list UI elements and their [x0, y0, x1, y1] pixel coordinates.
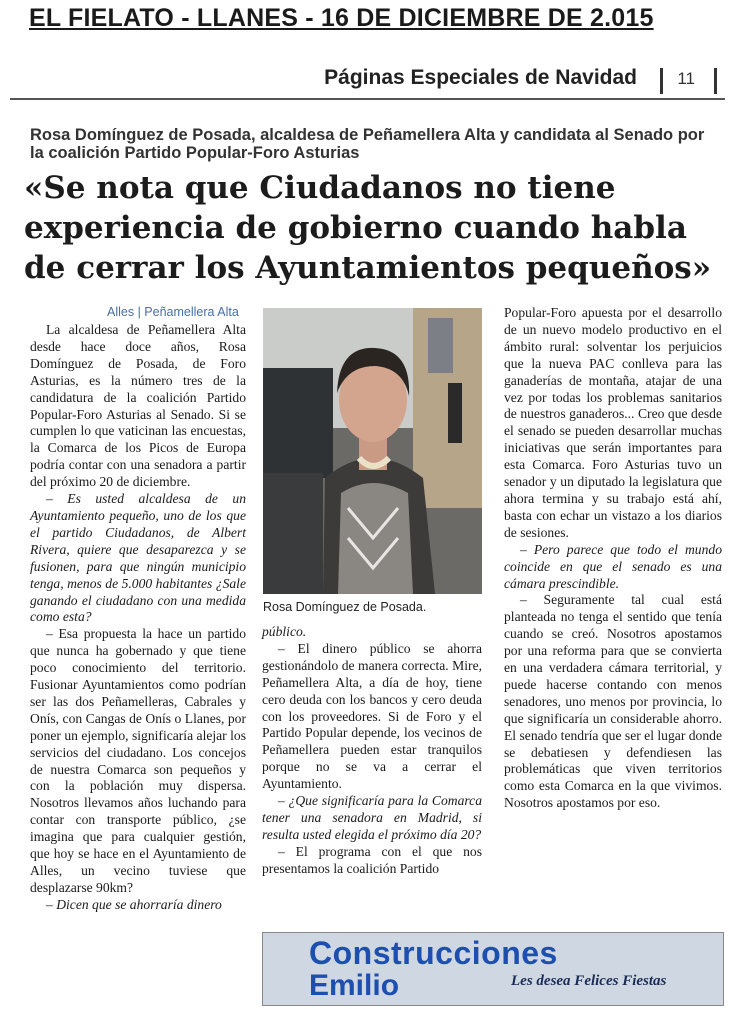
question: – Pero parece que todo el mundo coincide en que el senado es una cámara prescindible.: [504, 541, 722, 591]
ad-company-name: Construcciones: [309, 935, 558, 971]
ad-greeting: Les desea Felices Fiestas: [511, 973, 667, 989]
masthead: EL FIELATO - LLANES - 16 DE DICIEMBRE DE 2.015: [29, 4, 654, 32]
answer: – Esa propuesta la hace un partido que nunca ha gobernado y que tiene poco conocimiento del territorio. Fusionar Ayuntamientos como podrían ser las dos Peñamelleras, Cabrales y Onís, con Cangas de Onís o Llanes, por poner un ejemplo, significaría alejar los servicios del ciudadano. Los concejos de nuestra Comarca son pequeños y con la población muy dispersa. Nosotros llevamos años luchando para contar con transporte público, ¿se imagina que para cualquier gestión, que hoy se hace en el Ayuntamiento de Alles, un vecino tuviese que desplazarse 90km?: [30, 626, 246, 895]
divider: [714, 68, 717, 94]
section-title: Páginas Especiales de Navidad: [324, 66, 637, 89]
answer: – El programa con el que nos presentamos la coalición Partido: [262, 843, 482, 876]
ad-company-name-2: Emilio: [309, 969, 400, 1002]
question: público.: [262, 624, 307, 639]
article-column-3: [504, 305, 722, 812]
advertisement-banner: [262, 932, 724, 1006]
paragraph: Popular-Foro apuesta por el desarrollo de un nuevo modelo productivo en el ámbito rural: solventar los perjuicios que la nueva PAC conlleva para las ganaderías de montaña, atajar de una vez por todas los problemas sanitarios de nuestros ganaderos... Creo que desde el senado se pueden desarrollar muchas iniciativas que serán importantes para esta Comarca. Foro Asturias tuvo un senador y un diputado la legislatura que ahora termina y su trabajo está ahí, basta con echar un vistazo a los diarios de sesiones.: [504, 305, 722, 540]
answer: – El dinero público se ahorra gestionándolo de manera correcta. Mire, Peñamellera Alta, a día de hoy, tiene cero deuda con los bancos y cero deuda con los proveedores. Si de Foro y el Partido Popular depende, los vecinos de Peñamellera pueden estar tranquilos porque no se va a cerrar el Ayuntamiento.: [262, 640, 482, 792]
divider: [660, 68, 663, 94]
article-column-2: [262, 624, 482, 878]
article-headline: «Se nota que Ciudadanos no tiene experiencia de gobierno cuando habla de cerrar los Ayuntamientos pequeños»: [24, 170, 712, 286]
question: – Es usted alcaldesa de un Ayuntamiento pequeño, uno de los que el partido Ciudadanos, de Albert Rivera, quiere que desaparezca y se fusionen, para que ningún municipio tenga, menos de 5.000 habitantes ¿Sale ganando el ciudadano con una medida como esta?: [30, 491, 246, 625]
photo-caption: Rosa Domínguez de Posada.: [263, 600, 427, 614]
article-byline: Alles | Peñamellera Alta: [107, 305, 239, 319]
article-column-1: [30, 322, 246, 914]
portrait-photo: [263, 308, 482, 594]
section-header: [10, 66, 725, 100]
article-kicker: Rosa Domínguez de Posada, alcaldesa de Peñamellera Alta y candidata al Senado por la coalición Partido Popular-Foro Asturias: [30, 126, 705, 162]
answer: – Seguramente tal cual está planteada no tenga el sentido que tenía cuando se creó. Nosotros apostamos por una reforma para que se convierta en una verdadera cámara territorial, y puede hacerse contando con menos senadores, uno menos por provincia, lo que significaría un considerable ahorro. El senado tendría que ser el lugar donde se debatiesen y defendiesen las problemáticas que viven territorios como esta Comarca en la que vivimos. Nosotros apostamos por eso.: [504, 592, 722, 811]
page-number: 11: [677, 69, 695, 88]
paragraph: La alcaldesa de Peñamellera Alta desde hace doce años, Rosa Domínguez de Posada, de Foro Asturias, es la número tres de la candidatura de la coalición Partido Popular-Foro Asturias al Senado. Si se cumplen lo que vaticinan las encuestas, la Comarca de los Picos de Europa podría contar con una senadora a partir del próximo 20 de diciembre.: [30, 322, 246, 490]
question: – ¿Que significaría para la Comarca tener una senadora en Madrid, si resulta usted elegida el próximo día 20?: [262, 793, 482, 842]
question: – Dicen que se ahorraría dinero: [46, 896, 222, 912]
